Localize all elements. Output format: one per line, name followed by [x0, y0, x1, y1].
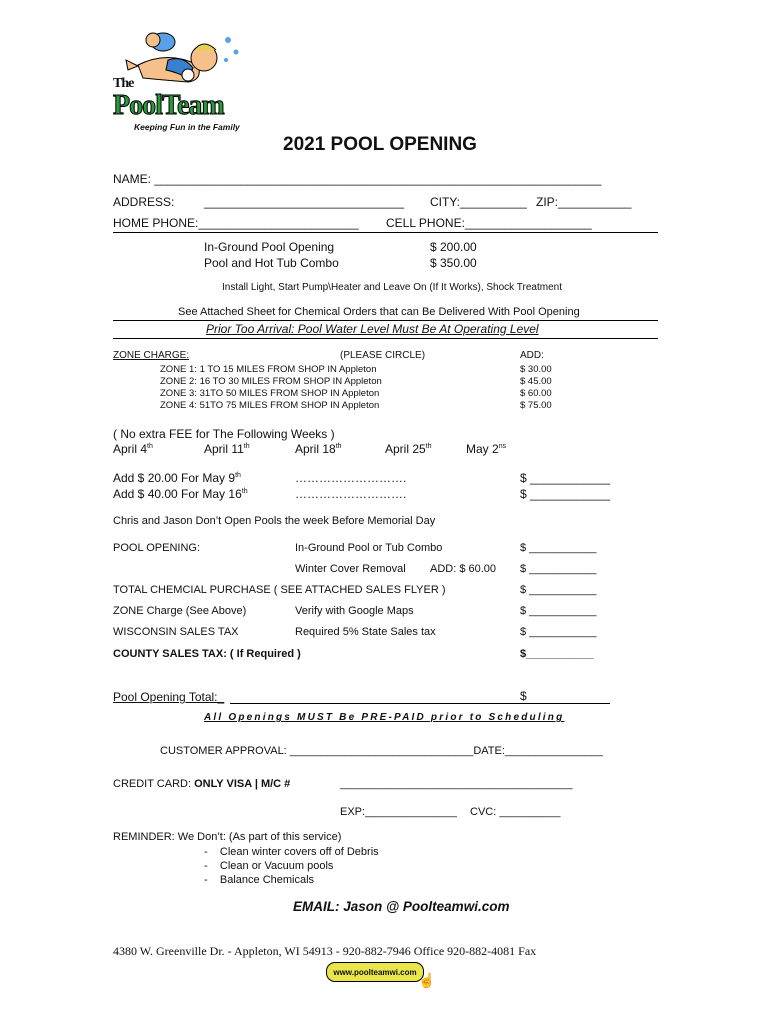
address-field[interactable]: ______________________________	[204, 195, 405, 209]
prepaid-note: All Openings MUST Be PRE-PAID prior to Scheduling	[204, 712, 565, 723]
logo-tagline: Keeping Fun in the Family	[134, 122, 240, 132]
total-label: Pool Opening Total:_	[113, 690, 225, 704]
week-date: April 18th	[295, 442, 342, 456]
list-item: - Clean winter covers off of Debris	[204, 846, 379, 858]
addon-dots: ……………………….	[295, 487, 407, 501]
zone-row[interactable]: ZONE 3: 31TO 50 MILES FROM SHOP IN Appleton	[160, 388, 380, 399]
prior-note: Prior Too Arrival: Pool Water Level Must Be At Operating Level	[206, 322, 539, 336]
page-title: 2021 POOL OPENING	[283, 134, 477, 155]
zone-add: $ 75.00	[520, 400, 552, 411]
zone-add: $ 60.00	[520, 388, 552, 399]
zone-header: ZONE CHARGE:	[113, 350, 190, 361]
option-label: Pool and Hot Tub Combo	[204, 256, 339, 270]
charge-label: COUNTY SALES TAX: ( If Required )	[113, 648, 301, 660]
charge-amount-field[interactable]: $ ___________	[520, 584, 597, 596]
charge-extra: ADD: $ 60.00	[430, 563, 497, 575]
charge-amount-field[interactable]: $ ___________	[520, 626, 597, 638]
zip-field[interactable]: ZIP:___________	[536, 195, 632, 209]
divider	[113, 338, 658, 339]
week-date: April 11th	[204, 442, 250, 456]
email-line[interactable]: EMAIL: Jason @ Poolteamwi.com	[293, 899, 510, 914]
zone-row[interactable]: ZONE 4: 51TO 75 MILES FROM SHOP IN Appleton	[160, 400, 380, 411]
reminder-list	[204, 845, 379, 887]
footer-address: 4380 W. Greenville Dr. - Appleton, WI 54913 - 920-882-7946 Office 920-882-4081 Fax	[113, 944, 537, 958]
option-label: In-Ground Pool Opening	[204, 240, 335, 254]
city-field[interactable]: CITY:__________	[430, 195, 527, 209]
charge-label: TOTAL CHEMCIAL PURCHASE ( SEE ATTACHED SALES FLYER )	[113, 584, 446, 596]
cell-phone-field[interactable]: CELL PHONE:___________________	[386, 216, 592, 230]
list-item: - Clean or Vacuum pools	[204, 860, 334, 872]
charge-label: WISCONSIN SALES TAX	[113, 626, 239, 638]
zone-add-list	[520, 364, 552, 412]
home-phone-field[interactable]: HOME PHONE:________________________	[113, 216, 359, 230]
addon-label: Add $ 20.00 For May 9th	[113, 471, 241, 485]
zone-row[interactable]: ZONE 2: 16 TO 30 MILES FROM SHOP IN Appleton	[160, 376, 382, 387]
pointer-hand-icon: ☝	[418, 972, 436, 988]
reminder-label: REMINDER: We Don’t: (As part of this service)	[113, 831, 342, 843]
charge-desc: In-Ground Pool or Tub Combo	[295, 542, 443, 554]
charge-label: POOL OPENING:	[113, 542, 201, 554]
approval-field[interactable]: CUSTOMER APPROVAL: ______________________________DATE:________________	[160, 745, 603, 757]
charge-desc: Verify with Google Maps	[295, 605, 414, 617]
option-price: $ 350.00	[430, 256, 477, 270]
zone-add: $ 30.00	[520, 364, 552, 375]
weeks-heading: ( No extra FEE for The Following Weeks )	[113, 427, 335, 441]
total-amount-field[interactable]: $	[520, 689, 527, 703]
zone-row[interactable]: ZONE 1: 1 TO 15 MILES FROM SHOP IN Appleton	[160, 364, 377, 375]
addon-dots: ……………………….	[295, 471, 407, 485]
charge-amount-field[interactable]: $ ___________	[520, 605, 597, 617]
total-line	[230, 703, 610, 704]
memorial-note: Chris and Jason Don’t Open Pools the week Before Memorial Day	[113, 515, 436, 527]
charge-label: ZONE Charge (See Above)	[113, 605, 247, 617]
zone-add: $ 45.00	[520, 376, 552, 387]
list-item: - Balance Chemicals	[204, 874, 315, 886]
zone-circle-note: (PLEASE CIRCLE)	[340, 350, 426, 361]
divider	[113, 320, 658, 321]
address-label: ADDRESS:	[113, 195, 175, 209]
addon-amount-field[interactable]: $ ____________	[520, 471, 611, 485]
website-badge-label: www.poolteamwi.com	[333, 967, 417, 977]
chemical-note: See Attached Sheet for Chemical Orders that can Be Delivered With Pool Opening	[178, 306, 580, 318]
cvc-field[interactable]: CVC: __________	[470, 806, 561, 818]
addon-label: Add $ 40.00 For May 16th	[113, 487, 248, 501]
week-date: April 25th	[385, 442, 432, 456]
credit-card-field[interactable]: ______________________________________	[340, 778, 573, 790]
website-badge[interactable]	[326, 962, 424, 982]
charge-amount-field[interactable]: $ ___________	[520, 542, 597, 554]
charge-desc: Required 5% State Sales tax	[295, 626, 436, 638]
charge-amount-field[interactable]: $___________	[520, 648, 594, 660]
option-price: $ 200.00	[430, 240, 477, 254]
install-note: Install Light, Start Pump\Heater and Leave On (If It Works), Shock Treatment	[222, 282, 562, 293]
name-field[interactable]: NAME: ___________________________________________________________________	[113, 172, 602, 186]
week-date: May $2^{ns}$	[466, 442, 507, 456]
addon-amount-field[interactable]: $ ____________	[520, 487, 611, 501]
divider	[113, 232, 658, 233]
zone-add-header: ADD:	[520, 350, 544, 361]
logo-wordmark: The PoolTeam	[113, 76, 224, 121]
charge-desc: Winter Cover Removal	[295, 563, 406, 575]
zone-list	[160, 364, 382, 412]
credit-card-label: CREDIT CARD: ONLY VISA | M/C #	[113, 778, 291, 790]
charge-amount-field[interactable]: $ ___________	[520, 563, 597, 575]
exp-field[interactable]: EXP:_______________	[340, 806, 457, 818]
logo	[108, 20, 258, 135]
week-date: April 4th	[113, 442, 153, 456]
